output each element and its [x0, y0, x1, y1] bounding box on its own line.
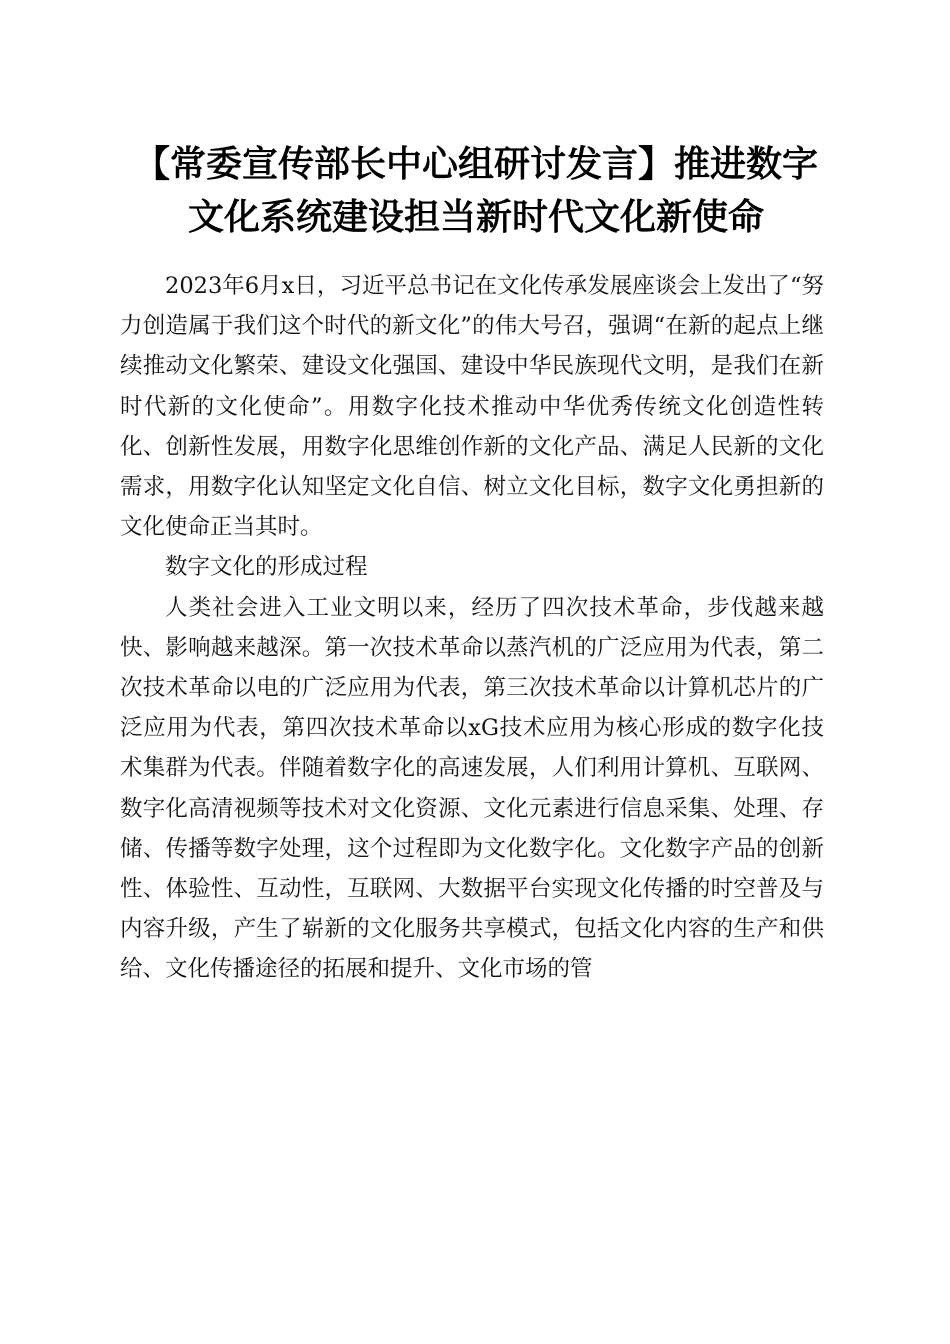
intro-paragraph: 2023年6月x日，习近平总书记在文化传承发展座谈会上发出了“努力创造属于我们这个时代的新文化”的伟大号召，强调“在新的起点上继续推动文化繁荣、建设文化强国、建设中华民族现代文明，是我们在新时代新的文化使命”。用数字化技术推动中华优秀传统文化创造性转化、创新性发展，用数字化思维创作新的文化产品、满足人民新的文化需求，用数字化认知坚定文化自信、树立文化目标，数字文化勇担新的文化使命正当其时。 [120, 273, 824, 541]
document-body [120, 266, 824, 990]
body-paragraph: 人类社会进入工业文明以来，经历了四次技术革命，步伐越来越快、影响越来越深。第一次技术革命以蒸汽机的广泛应用为代表，第二次技术革命以电的广泛应用为代表，第三次技术革命以计算机芯片的广泛应用为代表，第四次技术革命以xG技术应用为核心形成的数字化技术集群为代表。伴随着数字化的高速发展，人们利用计算机、互联网、数字化高清视频等技术对文化资源、文化元素进行信息采集、处理、存储、传播等数字处理，这个过程即为文化数字化。文化数字产品的创新性、体验性、互动性，互联网、大数据平台实现文化传播的时空普及与内容升级，产生了崭新的文化服务共享模式，包括文化内容的生产和供给、文化传播途径的拓展和提升、文化市场的管 [120, 594, 824, 983]
document-title: 【常委宣传部长中心组研讨发言】推进数字文化系统建设担当新时代文化新使命 [133, 143, 818, 238]
section-heading: 数字文化的形成过程 [165, 554, 368, 581]
